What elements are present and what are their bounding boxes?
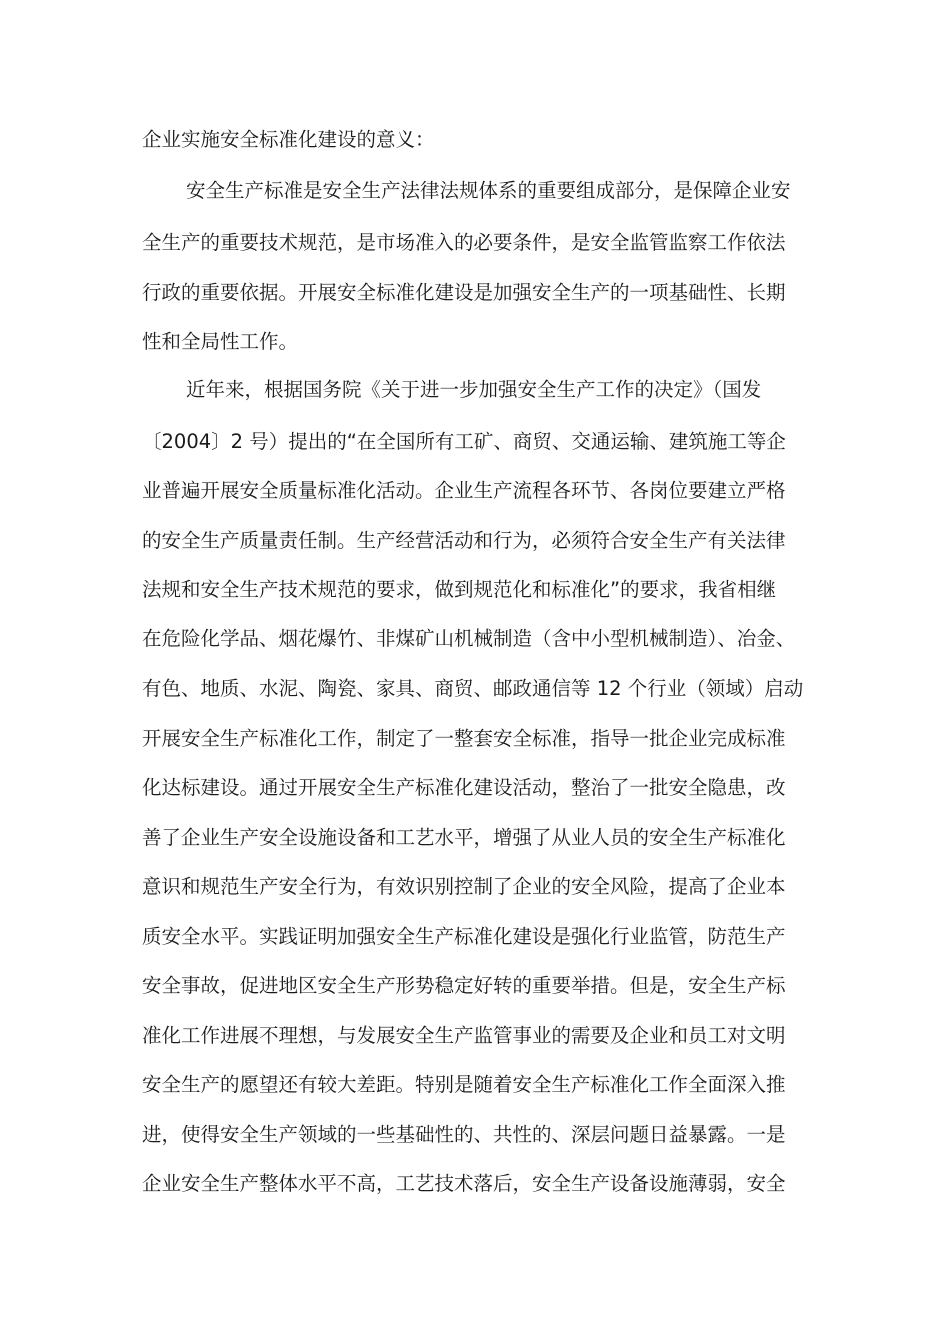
- paragraph-1-line-1: 安全生产标准是安全生产法律法规体系的重要组成部分，是保障企业安: [186, 179, 791, 202]
- paragraph-2-line-1: 近年来，根据国务院《关于进一步加强安全生产工作的决定》（国发: [186, 378, 762, 401]
- paragraph-2-line-11: 意识和规范生产安全行为，有效识别控制了企业的安全风险，提高了企业本: [142, 875, 786, 898]
- paragraph-2-line-4: 的安全生产质量责任制。生产经营活动和行为，必须符合安全生产有关法律: [142, 529, 786, 552]
- paragraph-2-line-14: 准化工作进展不理想，与发展安全生产监管事业的需要及企业和员工对文明: [142, 1024, 786, 1047]
- paragraph-2-line-7: 有色、地质、水泥、陶瓷、家具、商贸、邮政通信等 12 个行业（领域）启动: [142, 677, 804, 700]
- paragraph-2-line-2: 〔2004〕2 号）提出的“在全国所有工矿、商贸、交通运输、建筑施工等企: [142, 430, 786, 453]
- paragraph-2-line-8: 开展安全生产标准化工作，制定了一整套安全标准，指导一批企业完成标准: [142, 727, 786, 750]
- document-heading: 企业实施安全标准化建设的意义：: [142, 128, 435, 151]
- paragraph-2-line-10: 善了企业生产安全设施设备和工艺水平，增强了从业人员的安全生产标准化: [142, 826, 786, 849]
- paragraph-2-line-17: 企业安全生产整体水平不高，工艺技术落后，安全生产设备设施薄弱，安全: [142, 1172, 786, 1195]
- paragraph-2-line-16: 进，使得安全生产领域的一些基础性的、共性的、深层问题日益暴露。一是: [142, 1123, 786, 1146]
- paragraph-2-line-12: 质安全水平。实践证明加强安全生产标准化建设是强化行业监管，防范生产: [142, 925, 786, 948]
- paragraph-1-line-2: 全生产的重要技术规范，是市场准入的必要条件，是安全监管监察工作依法: [142, 231, 786, 254]
- paragraph-2-line-9: 化达标建设。通过开展安全生产标准化建设活动，整治了一批安全隐患，改: [142, 776, 786, 799]
- paragraph-2-line-6: 在危险化学品、烟花爆竹、非煤矿山机械制造（含中小型机械制造）、冶金、: [142, 627, 796, 650]
- paragraph-2-line-15: 安全生产的愿望还有较大差距。特别是随着安全生产标准化工作全面深入推: [142, 1073, 786, 1096]
- paragraph-1-line-4: 性和全局性工作。: [142, 330, 299, 353]
- paragraph-2-line-5: 法规和安全生产技术规范的要求，做到规范化和标准化”的要求，我省相继: [142, 578, 777, 601]
- paragraph-1-line-3: 行政的重要依据。开展安全标准化建设是加强安全生产的一项基础性、长期: [142, 281, 786, 304]
- paragraph-2-line-3: 业普遍开展安全质量标准化活动。企业生产流程各环节、各岗位要建立严格: [142, 479, 786, 502]
- paragraph-2-line-13: 安全事故，促进地区安全生产形势稳定好转的重要举措。但是，安全生产标: [142, 974, 786, 997]
